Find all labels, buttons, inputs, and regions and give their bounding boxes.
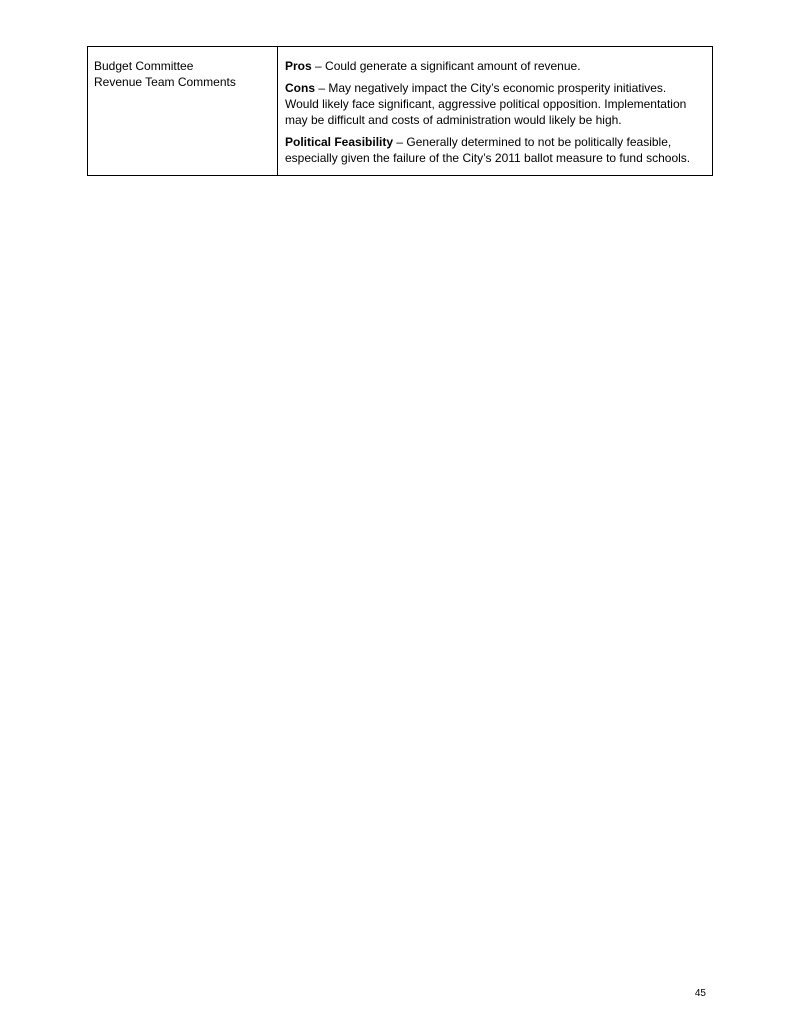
political-feasibility-text: – Generally determined to not be politically feasible, especially given the failure of the City’s 2011 ballot measure to fund schools. bbox=[285, 135, 691, 165]
pros-text: – Could generate a significant amount of revenue. bbox=[311, 59, 581, 73]
row-label-line-1: Budget Committee bbox=[94, 59, 194, 73]
cons-heading: Cons bbox=[285, 81, 315, 95]
pros-heading: Pros bbox=[285, 59, 312, 73]
pros-paragraph bbox=[285, 58, 698, 74]
political-feasibility-heading: Political Feasibility bbox=[285, 135, 394, 149]
table-row bbox=[88, 47, 713, 176]
page-number: 45 bbox=[694, 988, 706, 999]
cons-paragraph bbox=[285, 80, 698, 128]
revenue-comments-table bbox=[87, 46, 713, 176]
comments-cell bbox=[278, 47, 713, 176]
political-feasibility-paragraph bbox=[285, 134, 698, 166]
row-label-line-2: Revenue Team Comments bbox=[94, 75, 236, 89]
cons-text: – May negatively impact the City’s economic prosperity initiatives. Would likely face significant, aggressive political opposition. Implementation may be difficult and costs of administration would likely be high. bbox=[285, 81, 687, 127]
row-label-cell bbox=[88, 47, 278, 176]
